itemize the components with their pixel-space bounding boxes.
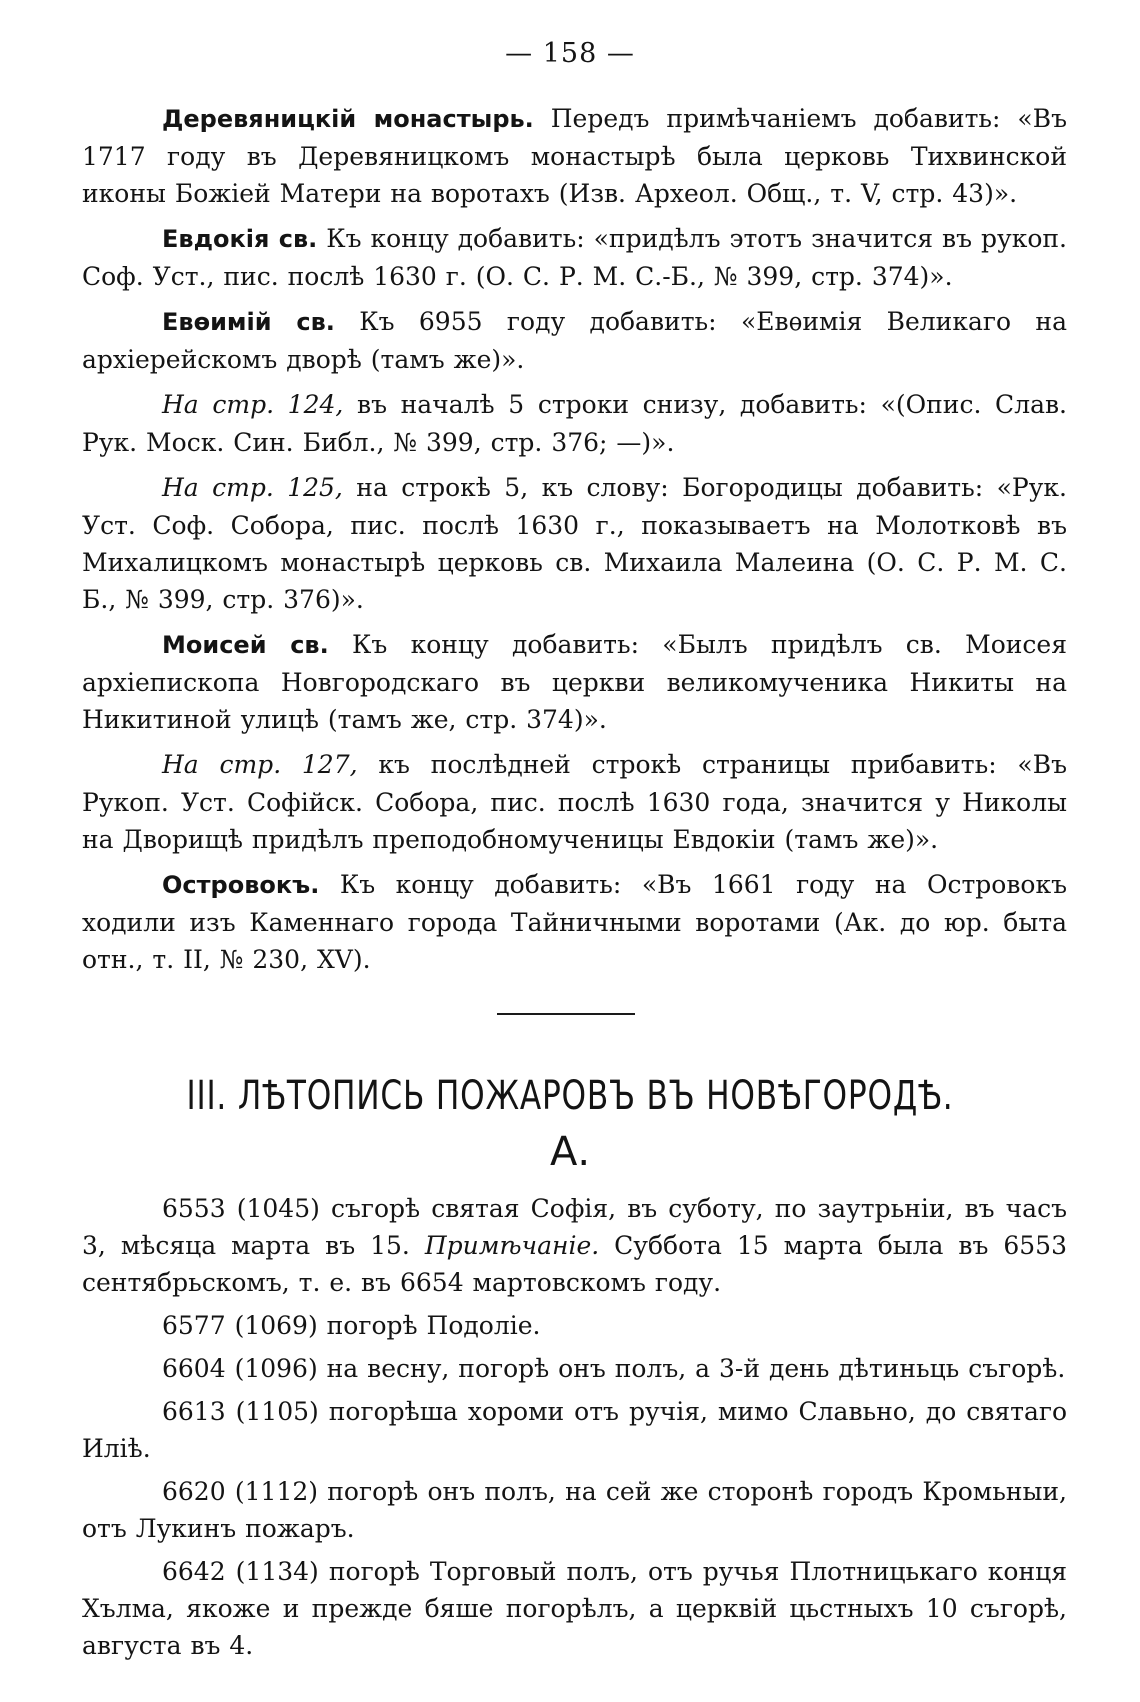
entry-evdokia: [82, 220, 1067, 295]
entry-page-ref: На стр. 124,: [162, 390, 344, 419]
entry-derevyanitsky: [82, 100, 1067, 212]
entry-moisey: [82, 626, 1067, 738]
entry-text: на строкѣ 5, къ слову: Богородицы добавить: «Рук. Уст. Соф. Собора, пис. послѣ 1630 г., показываетъ на Молотковѣ въ Михалицкомъ монастырѣ церковь св. Михаила Малеина (О. С. Р. М. С. Б., № 399, стр. 376)».: [82, 473, 1067, 614]
entry-heading: Евѳимій св.: [162, 308, 335, 336]
chronicle-text-continued: Суббота 15 марта была въ 6553 сентябрьскомъ, т. е. въ 6654 мартовскомъ году.: [82, 1231, 1067, 1297]
entry-page-ref: На стр. 127,: [162, 750, 358, 779]
chronicle-entry-6553: [82, 1190, 1067, 1301]
chronicle-text: 6577 (1069) погорѣ Подоліе.: [162, 1311, 541, 1340]
chronicle-entry-6613: [82, 1393, 1067, 1467]
chronicle-entry-6577: [82, 1307, 1067, 1344]
chronicle-note-label: Примѣчаніе.: [424, 1231, 600, 1260]
section-subtitle: А.: [549, 1129, 591, 1175]
chronicle-entries: [82, 1190, 1067, 1670]
entry-text: Къ концу добавить: «придѣлъ этотъ значится въ рукоп. Соф. Уст., пис. послѣ 1630 г. (О. С. Р. М. С.-Б., № 399, стр. 374)».: [82, 224, 1068, 291]
addenda-entries: [82, 100, 1067, 986]
chronicle-text: 6620 (1112) погорѣ онъ полъ, на сей же сторонѣ городъ Кромьныи, отъ Лукинъ пожаръ.: [82, 1477, 1067, 1543]
chronicle-text: 6604 (1096) на весну, погорѣ онъ полъ, а 3-й день дѣтиньць съгорѣ.: [162, 1354, 1066, 1383]
chronicle-entry-6604: [82, 1350, 1067, 1387]
entry-heading: Моисей св.: [162, 631, 329, 659]
entry-text: Къ 6955 году добавить: «Евѳимія Великаго на архіерейскомъ дворѣ (тамъ же)».: [82, 307, 1067, 374]
entry-text: Передъ примѣчаніемъ добавить: «Въ 1717 году въ Деревяницкомъ монастырѣ была церковь Тихвинской иконы Божіей Матери на воротахъ (Изв. Археол. Общ., т. V, стр. 43)».: [82, 104, 1067, 208]
chronicle-text: 6613 (1105) погорѣша хороми отъ ручія, мимо Славьно, до святаго Иліѣ.: [82, 1397, 1067, 1463]
entry-heading: Островокъ.: [162, 871, 320, 899]
entry-page-ref: На стр. 125,: [162, 473, 343, 502]
chronicle-text: 6553 (1045) съгорѣ святая Софія, въ суботу, по заутрьніи, въ часъ 3, мѣсяца марта въ 15.: [82, 1194, 1067, 1260]
entry-text: Къ концу добавить: «Въ 1661 году на Островокъ ходили изъ Каменнаго города Тайничными воротами (Ак. до юр. быта отн., т. II, № 230, XV).: [82, 870, 1067, 974]
entry-heading: Евдокія св.: [162, 225, 318, 253]
entry-text: Къ концу добавить: «Былъ придѣлъ св. Моисея архіепископа Новгородскаго въ церкви великомученика Никиты на Никитиной улицѣ (тамъ же, стр. 374)».: [82, 630, 1067, 734]
entry-page-124: [82, 386, 1067, 461]
entry-evfimy: [82, 303, 1067, 378]
page-number: — 158 —: [505, 38, 635, 69]
section-title: III. ЛѢТОПИСЬ ПОЖАРОВЪ ВЪ НОВѢГОРОДѢ.: [186, 1073, 954, 1119]
chronicle-entry-6642: [82, 1553, 1067, 1664]
entry-heading: Деревяницкій монастырь.: [162, 105, 534, 133]
entry-page-127: [82, 746, 1067, 858]
chronicle-entry-6620: [82, 1473, 1067, 1547]
section-divider: [497, 1013, 635, 1015]
chronicle-text: 6642 (1134) погорѣ Торговый полъ, отъ ручья Плотницькаго конця Хълма, якоже и прежде бяше погорѣлъ, а церквій цьстныхъ 10 съгорѣ, августа въ 4.: [82, 1557, 1067, 1660]
entry-text: въ началѣ 5 строки снизу, добавить: «(Опис. Слав. Рук. Моск. Син. Библ., № 399, стр. 376; —)».: [82, 390, 1067, 457]
entry-ostrovok: [82, 866, 1067, 978]
entry-text: къ послѣдней строкѣ страницы прибавить: «Въ Рукоп. Уст. Софійск. Собора, пис. послѣ 1630 года, значится у Николы на Дворищѣ придѣлъ преподобномученицы Евдокіи (тамъ же)».: [82, 750, 1068, 854]
entry-page-125: [82, 469, 1067, 618]
